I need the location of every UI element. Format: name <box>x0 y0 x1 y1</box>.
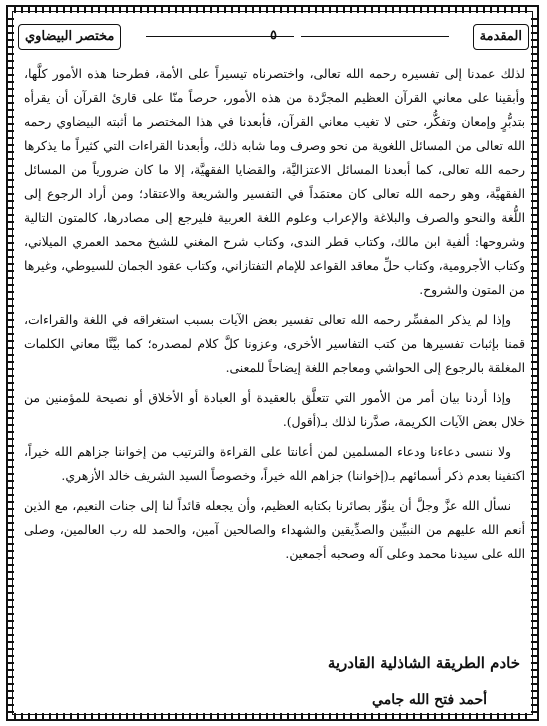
paragraph: وإذا لم يذكر المفسِّر رحمه الله تعالى تفسير بعض الآيات بسبب استغراقه في اللغة والقراءات، قمنا بإثبات تفسيرها من كتب التفاسير الأخرى، وعزونا كلَّ كلام لمصدره؛ كما بيَّنَّا معاني الكلمات المغلقة بالرجوع إلى الحواشي ومعاجم اللغة إيضاحاً للمعنى. <box>24 313 525 375</box>
paragraph: وإذا أردنا بيان أمر من الأمور التي تتعلَّق بالعقيدة أو العبادة أو الأخلاق أو نصيحة للمؤمنين من خلال بعض الآيات الكريمة، صدَّرنا لذلك بـ(أقول). <box>24 391 525 429</box>
paragraph: لذلك عمدنا إلى تفسيره رحمه الله تعالى، واختصرناه تيسيراً على الأمة، فطرحنا هذه الأمور كلَّها، وأبقينا على معاني القرآن العظيم المجرَّدة من هذه الأمور، حرصاً منّا على قارئ القرآن أن يقرأه بتدبُّرٍ وإمعان وتفكُّر، حتى لا تغيب معاني القرآن، فأبعدنا في هذا المختصر ما أثبته البيضاوي رحمه الله تعالى من المسائل اللغوية من نحو وصرف وما شابه ذلك، وأبعدنا القراءات التي كثيراً ما يذكرها رحمه الله تعالى، كما أبعدنا المسائل الاعتزاليَّة، والقضايا الفقهيَّة، إلا ما كان ضرورياً من المسائل الفقهيَّة، وهو رحمه الله تعالى كان معتمَداً في التفسير والشريعة والاعتقاد؛ ومن أراد الرجوع إلى اللُّغة والنحو والصرف والبلاغة والإعراب وعلوم اللغة العربية فليرجع إلى مصادرها، كالمتون التالية وشروحها: ألفية ابن مالك، وكتاب قطر الندى، وكتاب شرح المغني للشيخ محمد العمري الميلاني، وكتاب الأجرومية، وكتاب حلِّ معاقد القواعد للإمام التفتازاني، وكتاب عقود الجمان للسيوطي، وغيرها من المتون والشروح. <box>24 67 525 297</box>
paragraph: ولا ننسى دعاءنا ودعاء المسلمين لمن أعانتا على القراءة والترتيب من إخواننا جزاهم الله خيراً، اكتفينا بعدم ذكر أسمائهم بـ(إخواننا) جزاهم الله خيراً، وخصوصاً السيد الشريف خالد الأزهري. <box>24 445 525 483</box>
header-rule-left <box>146 36 294 37</box>
section-title: المقدمة <box>473 24 529 50</box>
body-text <box>24 62 525 572</box>
page-number: ٥ <box>270 28 277 43</box>
paragraph: نسأل الله عزَّ وجلَّ أن ينوِّر بصائرنا بكتابه العظيم، وأن يجعله قائداً لنا إلى جنات النعيم، مع الذين أنعم الله عليهم من النبيِّين والصدِّيقين والشهداء والصالحين آمين، والحمد لله رب العالمين، وصلى الله على سيدنا محمد وعلى آله وصحبه أجمعين. <box>24 499 525 561</box>
signature-title: خادم الطريقة الشاذلية القادرية <box>327 654 520 672</box>
signature-name: أحمد فتح الله جامي <box>372 692 487 708</box>
header-rule-right <box>301 36 449 37</box>
book-title: مختصر البيضاوي <box>18 24 121 50</box>
page-header <box>18 24 529 50</box>
